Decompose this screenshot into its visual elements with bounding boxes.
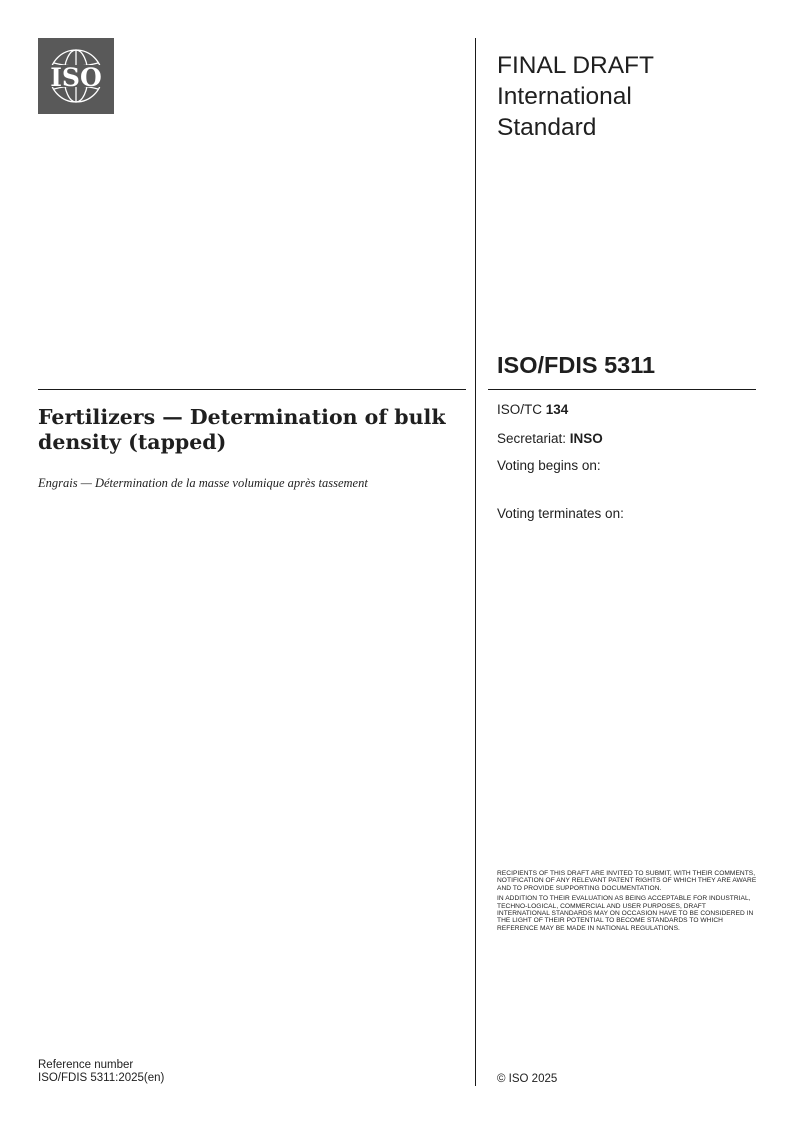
tc-value: 134 [545,402,569,417]
voting-terminates: Voting terminates on: [497,506,624,521]
left-horizontal-rule [38,389,466,390]
document-title: Fertilizers — Determination of bulk density (tapped) [38,405,446,454]
copyright: © ISO 2025 [497,1073,558,1085]
iso-globe-icon [38,38,114,114]
document-stage-title [497,50,757,143]
tc-label: ISO/TC [497,402,543,417]
technical-committee [497,402,568,417]
voting-begins: Voting begins on: [497,458,601,473]
notice-paragraph: IN ADDITION TO THEIR EVALUATION AS BEING ACCEPTABLE FOR INDUSTRIAL, TECHNO-LOGICAL, COMMERCIAL AND USER PURPOSES, DRAFT INTERNATIONAL STANDARDS MAY ON OCCASION HAVE TO BE CONSIDERED IN THE LIGHT OF THEIR POTENTIAL TO BECOME STANDARDS TO WHICH REFERENCE MAY BE MADE IN NATIONAL REGULATIONS. [497,895,754,932]
secretariat-label: Secretariat: [497,431,567,446]
reference-value: ISO/FDIS 5311:2025(en) [38,1071,165,1084]
draft-notice [497,870,757,935]
iso-logo [38,38,114,114]
standard-number: ISO/FDIS 5311 [497,352,656,378]
notice-paragraph: RECIPIENTS OF THIS DRAFT ARE INVITED TO SUBMIT, WITH THEIR COMMENTS, NOTIFICATION OF ANY RELEVANT PATENT RIGHTS OF WHICH THEY ARE AWARE AND TO PROVIDE SUPPORTING DOCUMENTATION. [497,870,757,892]
secretariat [497,431,603,446]
reference-label: Reference number [38,1059,134,1071]
column-divider [475,38,476,1086]
right-horizontal-rule [488,389,756,390]
secretariat-value: INSO [569,431,603,446]
svg-text:ISO: ISO [50,63,102,92]
stage-line-3: Standard [497,114,597,141]
stage-line-2: International [497,83,632,110]
stage-line-1: FINAL DRAFT [497,52,654,79]
reference-number [38,1059,164,1084]
french-title: Engrais — Détermination de la masse volumique après tassement [38,476,368,490]
